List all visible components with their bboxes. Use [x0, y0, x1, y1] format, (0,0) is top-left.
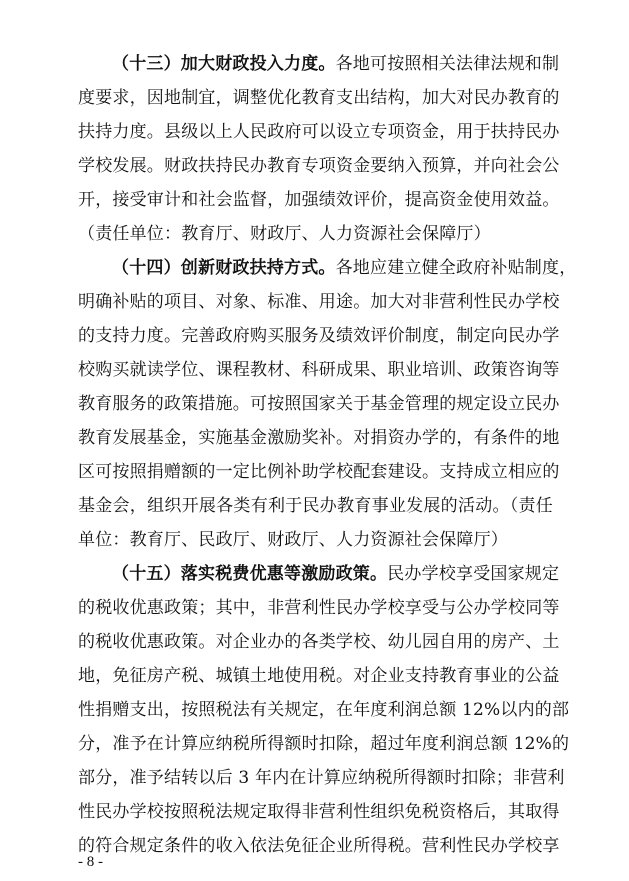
paragraph-13-text: 各地可按照相关法律法规和制: [335, 54, 560, 74]
paragraph-13-line-3: 扶持力度。县级以上人民政府可以设立专项资金，用于扶持民办: [78, 122, 560, 142]
paragraph-15-line-7: 部分，准予结转以后 3 年内在计算应纳税所得额时扣除；非营利: [78, 768, 565, 788]
paragraph-14-text: 各地应建立健全政府补贴制度，: [335, 258, 577, 278]
paragraph-14-line-5: 教育服务的政策措施。可按照国家关于基金管理的规定设立民办: [78, 394, 560, 414]
paragraph-13-line-1: [112, 51, 560, 77]
paragraph-13-line-2: 度要求，因地制宜，调整优化教育支出结构，加大对民办教育的: [78, 88, 560, 108]
paragraph-14-heading: （十四）创新财政扶持方式。: [112, 258, 336, 278]
paragraph-14-line-9: 单位：教育厅、民政厅、财政厅、人力资源社会保障厅）: [78, 530, 508, 550]
paragraph-13-line-5: 开，接受审计和社会监督，加强绩效评价，提高资金使用效益。: [78, 190, 560, 210]
paragraph-15-heading: （十五）落实税费优惠等激励政策。: [112, 564, 388, 584]
paragraph-14-line-3: 的支持力度。完善政府购买服务及绩效评价制度，制定向民办学: [78, 326, 560, 346]
paragraph-15-line-1: [112, 561, 560, 587]
paragraph-15-line-4: 地，免征房产税、城镇土地使用税。对企业支持教育事业的公益: [78, 666, 560, 686]
paragraph-15-line-9: 的符合规定条件的收入依法免征企业所得税。营利性民办学校享: [78, 836, 560, 856]
paragraph-15-line-8: 性民办学校按照税法规定取得非营利性组织免税资格后，其取得: [78, 802, 560, 822]
paragraph-15-line-5: 性捐赠支出，按照税法有关规定，在年度利润总额 12%以内的部: [78, 700, 570, 720]
paragraph-15-line-6: 分，准予在计算应纳税所得额时扣除，超过年度利润总额 12%的: [78, 734, 570, 754]
page-number: - 8 -: [78, 854, 103, 870]
paragraph-13-line-6: （责任单位：教育厅、财政厅、人力资源社会保障厅）: [78, 224, 491, 244]
paragraph-13-heading: （十三）加大财政投入力度。: [112, 54, 336, 74]
paragraph-13-line-4: 学校发展。财政扶持民办教育专项资金要纳入预算，并向社会公: [78, 156, 560, 176]
paragraph-15-line-3: 的税收优惠政策。对企业办的各类学校、幼儿园自用的房产、土: [78, 632, 560, 652]
paragraph-14-line-7: 区可按照捐赠额的一定比例补助学校配套建设。支持成立相应的: [78, 462, 560, 482]
paragraph-14-line-4: 校购买就读学位、课程教材、科研成果、职业培训、政策咨询等: [78, 360, 560, 380]
paragraph-14-line-6: 教育发展基金，实施基金激励奖补。对捐资办学的，有条件的地: [78, 428, 560, 448]
paragraph-14-line-2: 明确补贴的项目、对象、标准、用途。加大对非营利性民办学校: [78, 292, 560, 312]
paragraph-14-line-1: [112, 255, 577, 281]
paragraph-14-line-8: 基金会，组织开展各类有利于民办教育事业发展的活动。（责任: [78, 496, 553, 516]
paragraph-15-line-2: 的税收优惠政策；其中，非营利性民办学校享受与公办学校同等: [78, 598, 560, 618]
paragraph-15-text: 民办学校享受国家规定: [387, 564, 560, 584]
